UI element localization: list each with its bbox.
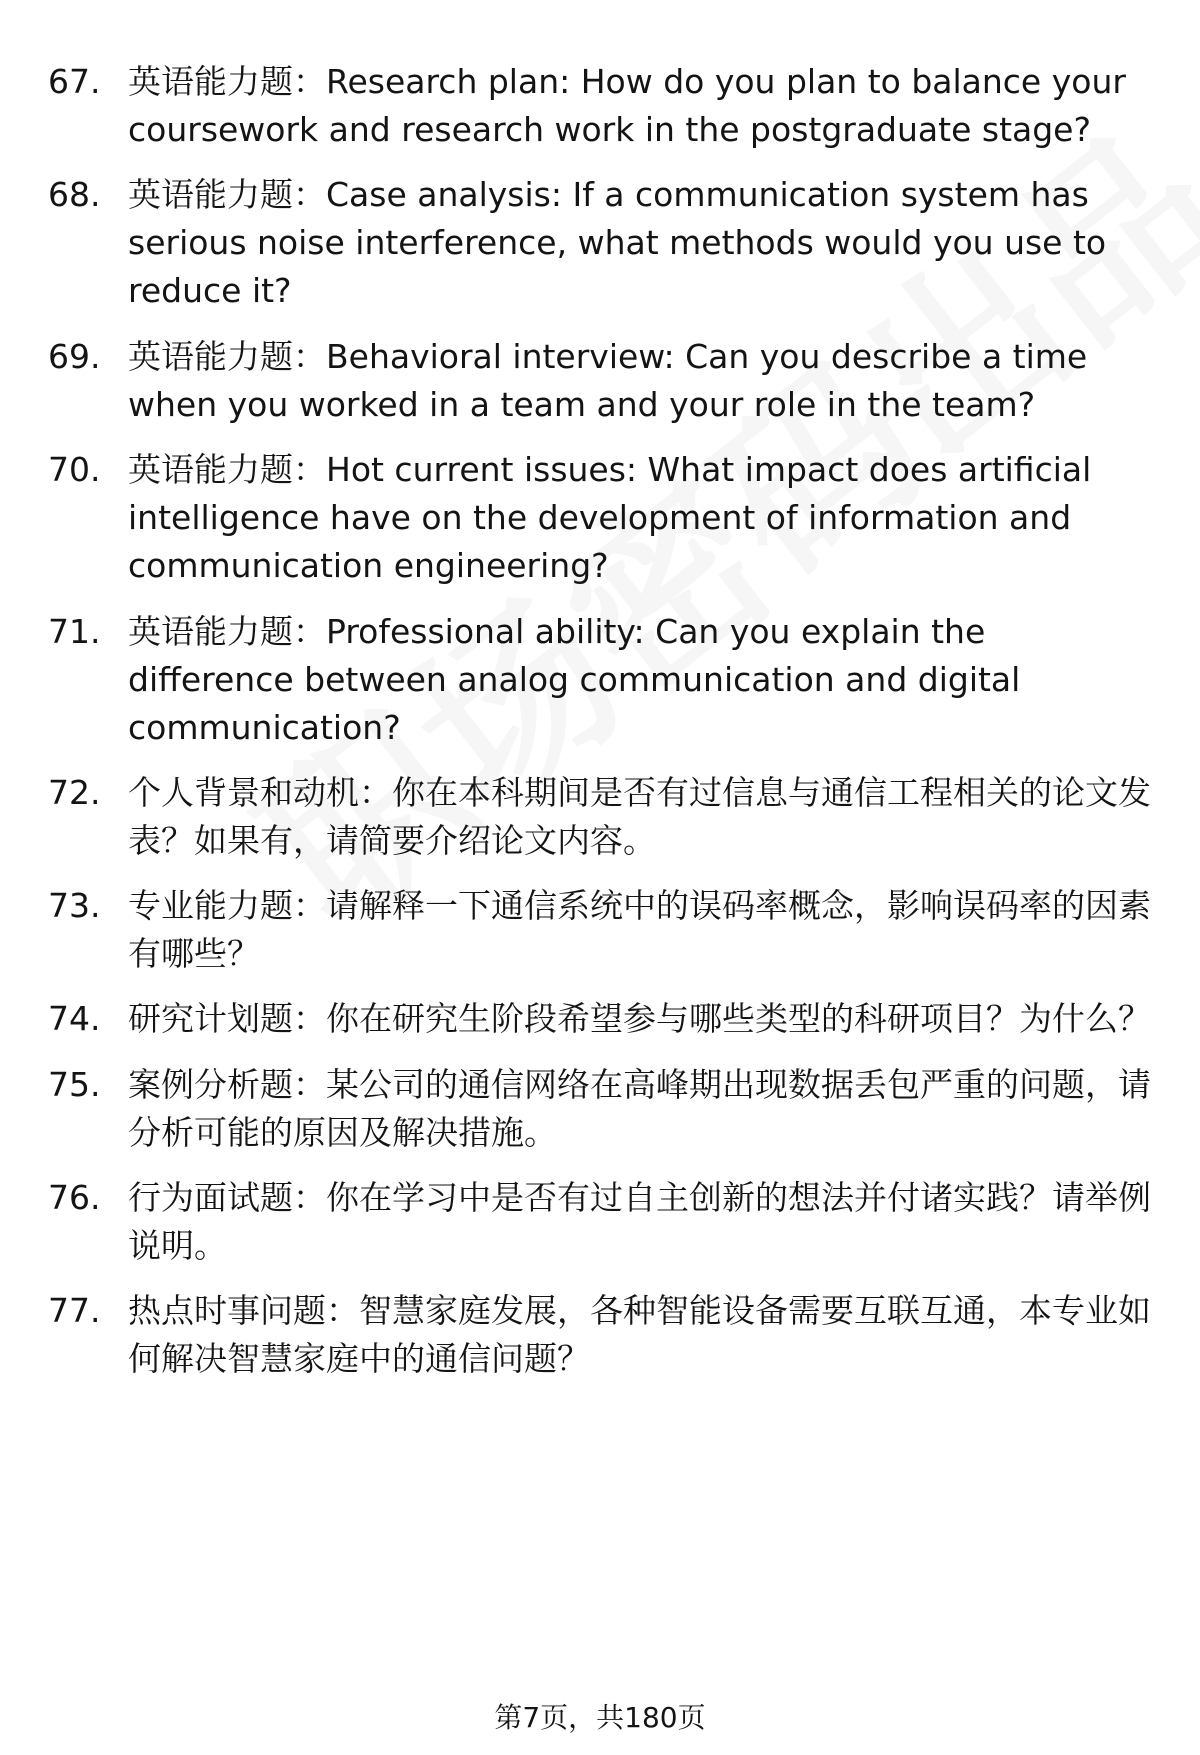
question-text: 英语能力题：Hot current issues: What impact does artificial intelligence have on the development of information and communication engineering? bbox=[128, 450, 1092, 585]
question-number: 71. bbox=[48, 612, 101, 651]
question-item bbox=[48, 446, 1158, 590]
question-text: 英语能力题：Behavioral interview: Can you describe a time when you worked in a team and your role in the team? bbox=[128, 337, 1088, 424]
question-item bbox=[48, 882, 1158, 978]
page-footer bbox=[0, 1700, 1200, 1736]
question-item bbox=[48, 1174, 1158, 1270]
question-text: 行为面试题：你在学习中是否有过自主创新的想法并付诸实践？请举例说明。 bbox=[128, 1178, 1151, 1265]
question-text: 案例分析题：某公司的通信网络在高峰期出现数据丢包严重的问题，请分析可能的原因及解决措施。 bbox=[128, 1065, 1151, 1152]
question-text: 英语能力题：Case analysis: If a communication system has serious noise interference, what methods would you use to reduce it? bbox=[128, 175, 1107, 310]
question-item bbox=[48, 769, 1158, 865]
question-number: 77. bbox=[48, 1291, 101, 1330]
page-number-label: 第7页，共180页 bbox=[494, 1701, 706, 1734]
question-item bbox=[48, 1061, 1158, 1157]
question-text: 英语能力题：Research plan: How do you plan to balance your coursework and research work in the postgraduate stage? bbox=[128, 62, 1126, 149]
question-item bbox=[48, 58, 1158, 154]
question-number: 75. bbox=[48, 1065, 101, 1104]
question-item bbox=[48, 333, 1158, 429]
question-list bbox=[48, 58, 1158, 1383]
question-text: 个人背景和动机：你在本科期间是否有过信息与通信工程相关的论文发表？如果有，请简要介绍论文内容。 bbox=[128, 773, 1151, 860]
question-text: 研究计划题：你在研究生阶段希望参与哪些类型的科研项目？为什么？ bbox=[128, 999, 1151, 1038]
question-text: 英语能力题：Professional ability: Can you explain the difference between analog communication and digital communication? bbox=[128, 612, 1021, 747]
question-number: 76. bbox=[48, 1178, 101, 1217]
question-number: 74. bbox=[48, 999, 101, 1038]
question-number: 69. bbox=[48, 337, 101, 376]
question-text: 专业能力题：请解释一下通信系统中的误码率概念，影响误码率的因素有哪些？ bbox=[128, 886, 1151, 973]
question-text: 热点时事问题：智慧家庭发展，各种智能设备需要互联互通，本专业如何解决智慧家庭中的通信问题？ bbox=[128, 1291, 1151, 1378]
question-item bbox=[48, 171, 1158, 315]
question-number: 68. bbox=[48, 175, 101, 214]
question-item bbox=[48, 995, 1158, 1043]
question-number: 67. bbox=[48, 62, 101, 101]
question-number: 70. bbox=[48, 450, 101, 489]
question-item bbox=[48, 608, 1158, 752]
question-item bbox=[48, 1287, 1158, 1383]
question-number: 72. bbox=[48, 773, 101, 812]
question-number: 73. bbox=[48, 886, 101, 925]
